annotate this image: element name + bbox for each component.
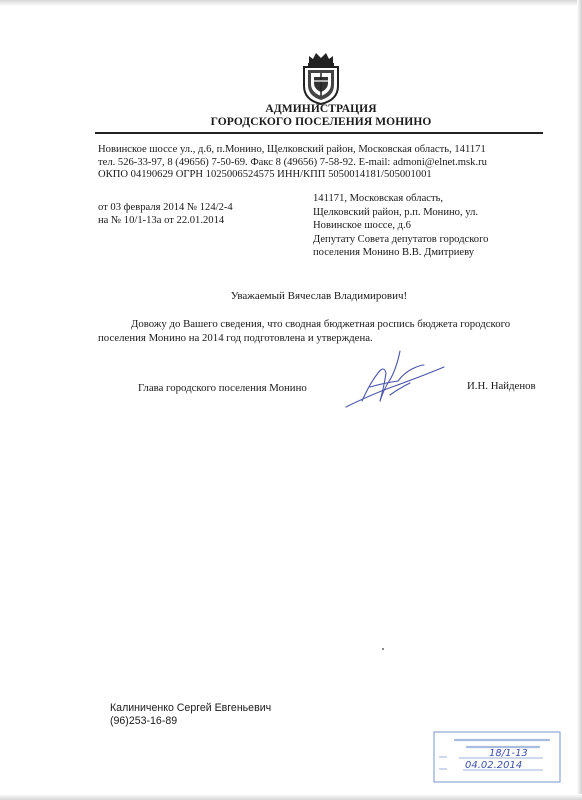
scan-edge-bottom <box>0 794 582 800</box>
scan-edge-top <box>0 0 582 6</box>
body-line-1: Довожу до Вашего сведения, что сводная бюджетная роспись бюджета городского <box>131 318 511 330</box>
address-line-1: Новинское шоссе ул., д.6, п.Монино, Щелковский район, Московская область, 141171 <box>98 144 486 155</box>
recipient-line-1: 141171, Московская область, <box>313 193 444 204</box>
address-line-3: ОКПО 04190629 ОГРН 1025006524575 ИНН/КПП 5050014181/505001001 <box>98 169 432 180</box>
handwritten-signature-icon <box>340 343 450 413</box>
recipient-line-3: Новинское шоссе, д.6 <box>313 220 411 231</box>
scan-speck <box>382 648 384 650</box>
reference-line-1: от 03 февраля 2014 № 124/2-4 <box>98 202 233 213</box>
executor-phone: (96)253-16-89 <box>110 715 178 727</box>
recipient-line-4: Депутату Совета депутатов городского <box>313 233 489 245</box>
org-line-1: АДМИНИСТРАЦИЯ <box>265 103 377 115</box>
address-line-2: тел. 526-33-97, 8 (49656) 7-50-69. Факс 8 (49656) 7-58-92. E-mail: admoni@elnet.msk.ru <box>98 156 487 168</box>
org-line-2: ГОРОДСКОГО ПОСЕЛЕНИЯ МОНИНО <box>210 116 432 128</box>
recipient-line-5: поселения Монино В.В. Дмитриеву <box>313 247 475 258</box>
scan-edge-right <box>577 0 582 800</box>
letter-body <box>98 318 553 345</box>
outgoing-reference <box>98 202 233 227</box>
recipient-line-2: Щелковский район, р.п. Монино, ул. <box>313 206 479 218</box>
greeting: Уважаемый Вячеслав Владимирович! <box>230 290 408 302</box>
executor-block <box>110 702 271 728</box>
signatory-title: Глава городского поселения Монино <box>138 382 307 394</box>
reference-line-2: на № 10/1-13а от 22.01.2014 <box>98 214 225 226</box>
signatory-name: И.Н. Найденов <box>467 380 536 392</box>
letterhead-address <box>98 144 558 182</box>
registration-stamp-icon <box>433 731 561 783</box>
executor-name: Калиниченко Сергей Евгеньевич <box>110 702 272 714</box>
letterhead-rule <box>95 132 543 134</box>
coat-of-arms-icon <box>296 50 346 106</box>
organization-name <box>150 103 492 129</box>
body-line-2: поселения Монино на 2014 год подготовлена и утверждена. <box>98 331 373 344</box>
recipient-block <box>313 192 488 260</box>
stamp-date: 04.02.2014 <box>465 760 523 771</box>
stamp-number: 18/1-13 <box>489 748 528 759</box>
